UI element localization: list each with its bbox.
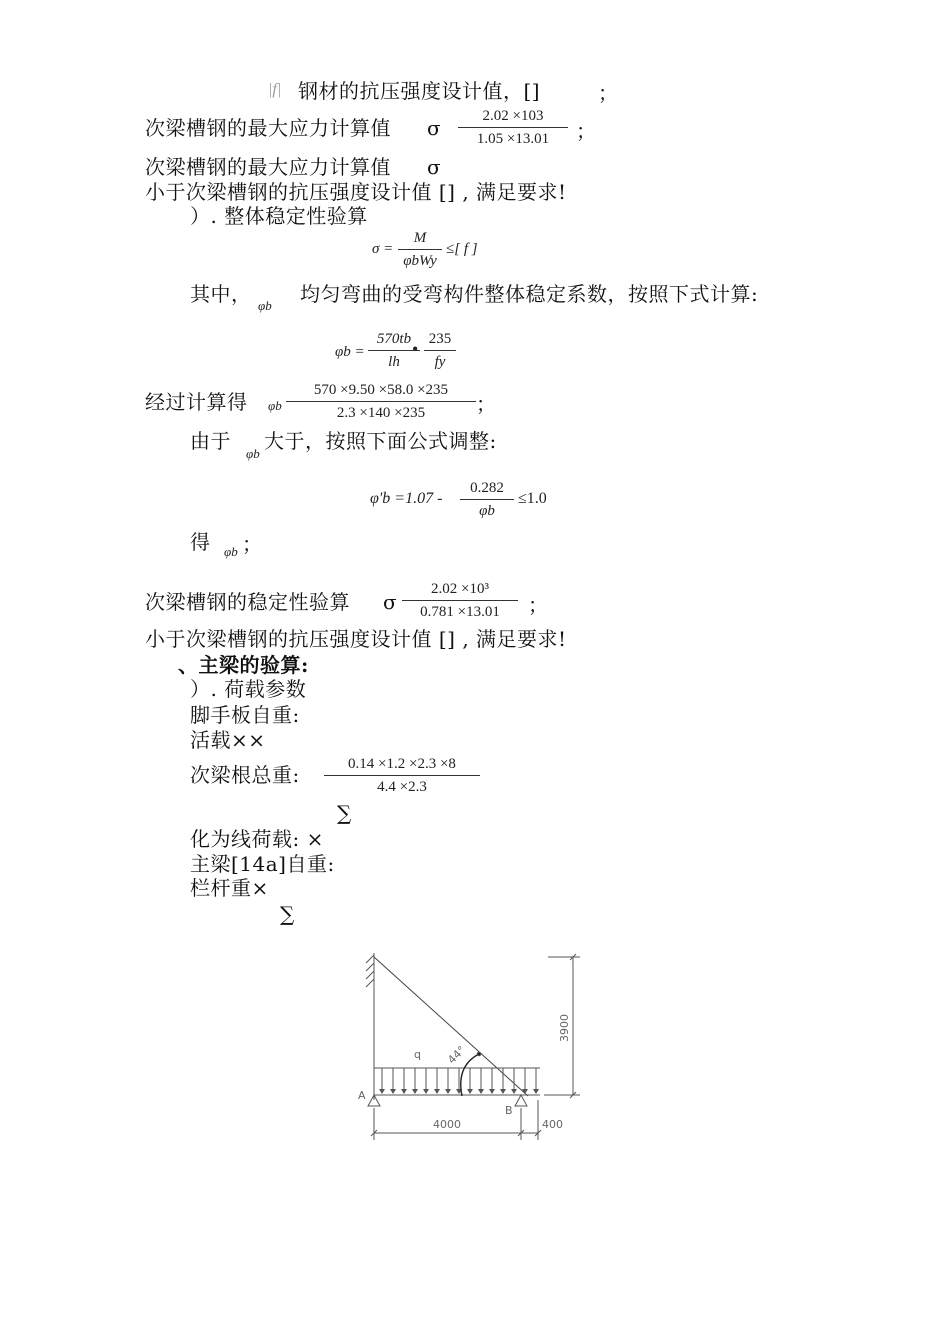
formula-1-lhs: σ = xyxy=(372,241,394,257)
text-line-15: 活载×× xyxy=(190,728,266,752)
angle-marker xyxy=(477,1052,481,1056)
text-line-17: 化为线荷载: × xyxy=(190,827,324,851)
text-line-18: 主梁[14a]自重: xyxy=(190,852,335,876)
section-heading-main-beam: 、主梁的验算: xyxy=(178,653,309,677)
semicolon-10: ； xyxy=(528,593,549,617)
dim-height-text: 3900 xyxy=(558,1014,571,1042)
formula-3-lhs: φ'b =1.07 - xyxy=(370,490,443,507)
formula-3-rhs: ≤1.0 xyxy=(518,490,547,507)
label-b: B xyxy=(505,1104,513,1117)
text-line-10: 次梁槽钢的稳定性验算 xyxy=(145,590,350,614)
label-q: q xyxy=(414,1048,421,1061)
text-line-1: 钢材的抗压强度设计值，[] xyxy=(298,79,541,103)
wall-hatch xyxy=(366,955,374,987)
text-line-8-rest: 大于，按照下面公式调整: xyxy=(264,429,497,453)
dim-span-text: 4000 xyxy=(433,1118,461,1131)
text-line-6: 其中， xyxy=(190,282,252,306)
formula-1-numerator: M xyxy=(398,230,442,250)
fraction-weight-denominator: 4.4 ×2.3 xyxy=(377,779,427,795)
section-heading-stability: ）. 整体稳定性验算 xyxy=(190,204,368,228)
phi-b-7: φb xyxy=(268,398,282,413)
text-line-2: 次梁槽钢的最大应力计算值 xyxy=(145,116,391,140)
label-a: A xyxy=(358,1089,366,1102)
formula-3-denominator: φb xyxy=(479,503,495,519)
fraction-stability-denominator: 0.781 ×13.01 xyxy=(420,604,500,620)
semicolon-1: ； xyxy=(598,81,619,105)
text-line-14: 脚手板自重: xyxy=(190,703,300,727)
sigma-2: σ xyxy=(427,116,442,140)
sum-symbol-2: ∑ xyxy=(280,902,295,926)
text-line-16: 次梁根总重: xyxy=(190,763,300,787)
formula-2-denominator-1: lh xyxy=(388,354,400,370)
dim-over-text: 400 xyxy=(542,1118,563,1131)
text-line-9: 得 xyxy=(190,530,211,554)
text-line-6-rest: 均匀弯曲的受弯构件整体稳定系数，按照下式计算: xyxy=(300,282,759,306)
text-line-11: 小于次梁槽钢的抗压强度设计值 [] , 满足要求! xyxy=(145,627,567,651)
phi-b-6: φb xyxy=(258,298,272,313)
f-symbol: |f| xyxy=(268,81,282,98)
text-line-7: 经过计算得 xyxy=(145,390,248,414)
semicolon-2: ； xyxy=(576,119,597,143)
formula-2-lhs: φb = xyxy=(335,344,365,360)
semicolon-7: ； xyxy=(476,392,497,416)
load-arrowheads xyxy=(379,1089,539,1094)
formula-2-dot: • xyxy=(412,339,419,359)
formula-1-rhs: ≤[ f ] xyxy=(446,241,478,257)
sigma-3: σ xyxy=(427,155,442,179)
sigma-10: σ xyxy=(383,590,398,614)
formula-2-numerator-2: 235 xyxy=(424,331,456,351)
formula-3-numerator: 0.282 xyxy=(460,480,514,500)
phi-b-8: φb xyxy=(246,446,260,461)
text-line-3: 次梁槽钢的最大应力计算值 xyxy=(145,155,391,179)
support-b-icon xyxy=(515,1095,527,1106)
text-line-19: 栏杆重× xyxy=(190,876,269,900)
phi-b-9: φb xyxy=(224,544,238,559)
label-angle: 44° xyxy=(445,1043,469,1067)
fraction-stability-numerator: 2.02 ×10³ xyxy=(402,581,518,601)
fraction-phi-numerator: 570 ×9.50 ×58.0 ×235 xyxy=(286,382,476,402)
formula-1-denominator: φbWy xyxy=(403,253,437,269)
text-line-4: 小于次梁槽钢的抗压强度设计值 [] , 满足要求! xyxy=(145,180,567,204)
fraction-numerator: 2.02 ×103 xyxy=(458,108,568,128)
formula-2-numerator-1: 570tb xyxy=(368,331,420,351)
formula-2-denominator-2: fy xyxy=(434,354,446,370)
semicolon-9: ； xyxy=(242,532,263,556)
text-line-8: 由于 xyxy=(190,429,231,453)
fraction-weight-numerator: 0.14 ×1.2 ×2.3 ×8 xyxy=(324,756,480,776)
text-line-13: ）. 荷载参数 xyxy=(190,677,307,701)
fraction-phi-denominator: 2.3 ×140 ×235 xyxy=(336,405,426,421)
sum-symbol-1: ∑ xyxy=(337,801,352,825)
fraction-denominator: 1.05 ×13.01 xyxy=(476,131,550,147)
tie-rod-line xyxy=(374,957,528,1096)
